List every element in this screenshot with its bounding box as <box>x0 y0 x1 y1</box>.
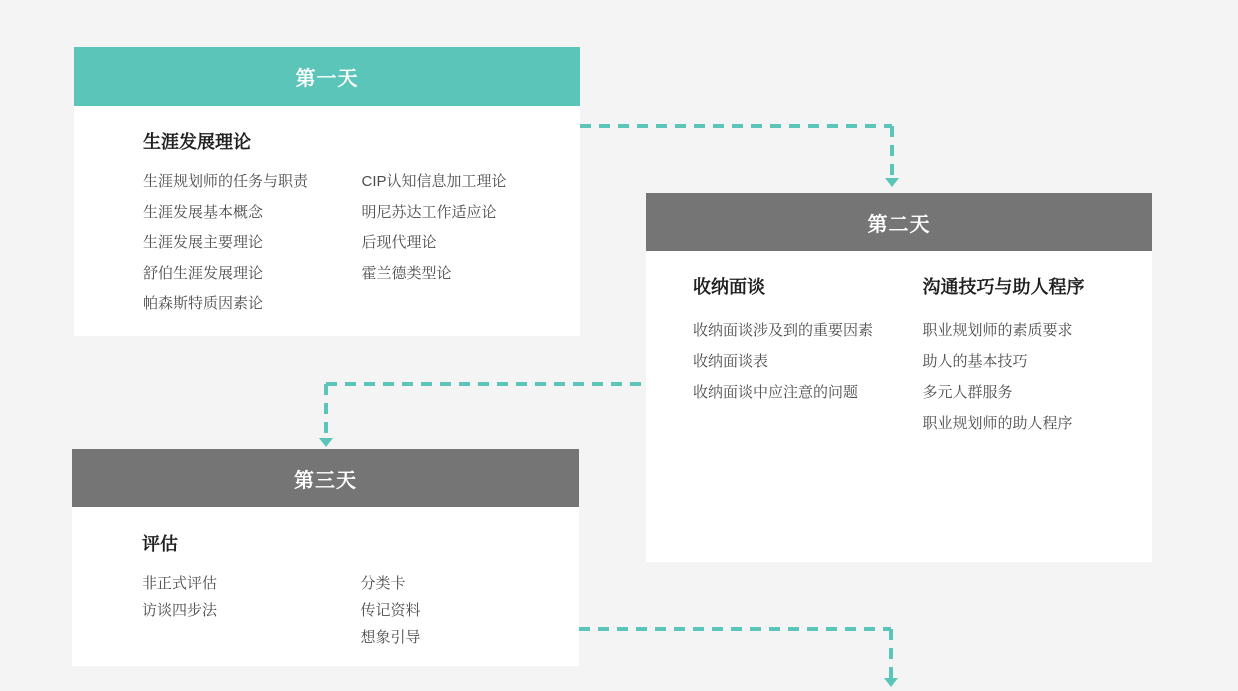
connector-day1-day2-vertical <box>890 126 894 178</box>
topic-item: 分类卡 <box>360 575 406 592</box>
topic-item: 帕森斯特质因素论 <box>143 295 264 312</box>
day1-topics-left <box>143 167 362 320</box>
connector-day3-next-vertical <box>889 629 893 678</box>
day2-body <box>646 251 1152 439</box>
arrow-down-icon <box>885 178 899 187</box>
arrow-down-icon <box>884 678 898 687</box>
day2-section-intake <box>693 275 923 439</box>
topic-item: 访谈四步法 <box>142 602 218 619</box>
day3-header: 第三天 <box>72 449 579 507</box>
day3-section-title: 评估 <box>142 534 178 554</box>
day3-topic-columns <box>142 570 579 651</box>
arrow-down-icon <box>319 438 333 447</box>
connector-day3-next-horizontal <box>579 627 891 631</box>
topic-item: 非正式评估 <box>142 575 218 592</box>
topic-item: 传记资料 <box>360 602 421 619</box>
topic-item: 助人的基本技巧 <box>922 353 1028 370</box>
day1-body <box>74 106 580 320</box>
day2-section-communication <box>923 275 1153 439</box>
day2-header: 第二天 <box>646 193 1152 251</box>
topic-item: 生涯规划师的任务与职责 <box>143 173 309 190</box>
topic-item: 收纳面谈中应注意的问题 <box>693 384 859 401</box>
day3-card <box>72 449 579 666</box>
day1-topic-columns <box>143 167 580 320</box>
day3-topics-right <box>361 570 580 651</box>
day2-card <box>646 193 1152 562</box>
topic-item: 明尼苏达工作适应论 <box>361 203 497 221</box>
day1-topics-right <box>362 167 581 320</box>
day2-topics-left <box>693 315 923 408</box>
topic-item: CIP认知信息加工理论 <box>361 173 507 190</box>
day3-body <box>72 507 579 651</box>
day1-section-title: 生涯发展理论 <box>143 132 251 152</box>
day1-header: 第一天 <box>74 47 580 106</box>
topic-item: 职业规划师的素质要求 <box>922 322 1073 339</box>
topic-item: 职业规划师的助人程序 <box>922 415 1073 432</box>
topic-item: 多元人群服务 <box>922 384 1013 401</box>
day2-section-title-right: 沟通技巧与助人程序 <box>922 277 1085 297</box>
topic-item: 生涯发展主要理论 <box>143 234 264 251</box>
connector-day1-day2-horizontal <box>580 124 892 128</box>
topic-item: 后现代理论 <box>361 234 437 251</box>
topic-item: 霍兰德类型论 <box>361 264 452 282</box>
day3-topics-left <box>142 570 361 651</box>
connector-day2-day3-vertical <box>324 384 328 438</box>
day2-section-title-left: 收纳面谈 <box>693 277 765 297</box>
topic-item: 生涯发展基本概念 <box>143 203 264 221</box>
topic-item: 收纳面谈表 <box>693 353 769 370</box>
topic-item: 想象引导 <box>360 629 421 646</box>
topic-item: 舒伯生涯发展理论 <box>143 264 264 282</box>
connector-day2-day3-horizontal <box>326 382 646 386</box>
topic-item: 收纳面谈涉及到的重要因素 <box>693 322 874 339</box>
day1-card <box>74 47 580 336</box>
day2-topics-right <box>923 315 1153 439</box>
